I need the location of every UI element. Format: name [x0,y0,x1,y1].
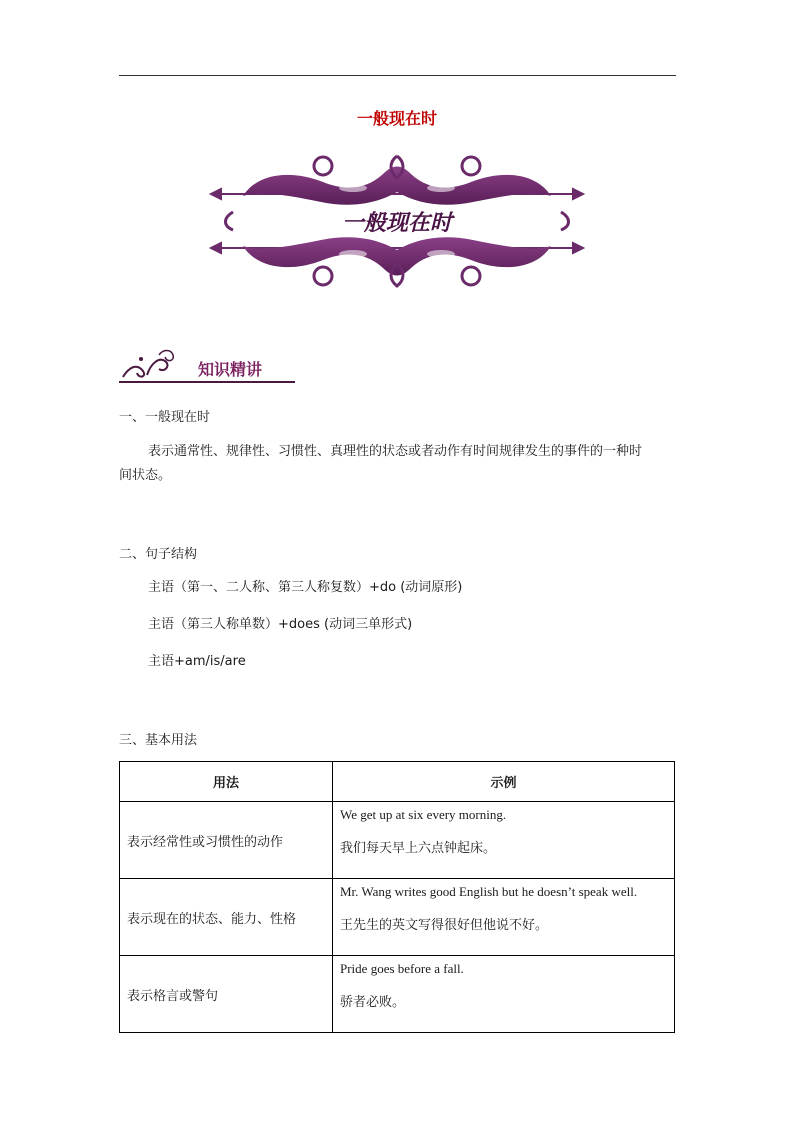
ornament-swirl-icon [119,345,179,381]
example-english: Pride goes before a fall. [340,961,464,976]
usage-cell: 表示格言或警句 [120,956,333,1033]
table-row [120,956,675,1033]
ornament-frame [203,152,591,294]
table-header-row [120,762,675,802]
section-banner [119,345,299,385]
example-chinese: 王先生的英文写得很好但他说不好。 [340,918,549,933]
example-english: Mr. Wang writes good English but he doesn’t speak well. [340,884,638,899]
usage-cell: 表示现在的状态、能力、性格 [120,879,333,956]
heading-basic-usage: 三、基本用法 [119,733,198,748]
header-rule [119,75,676,76]
heading-sentence-structure: 二、句子结构 [119,547,198,562]
structure-line-2: 主语（第三人称单数）+does (动词三单形式) [148,617,413,632]
example-english: We get up at six every morning. [340,807,507,822]
structure-line-1: 主语（第一、二人称、第三人称复数）+do (动词原形) [148,580,463,595]
table-row [120,802,675,879]
example-cell [333,956,675,1033]
column-header-example: 示例 [333,762,675,802]
example-cell [333,802,675,879]
heading-present-tense: 一、一般现在时 [119,410,211,425]
document-title: 一般现在时 [356,109,437,128]
section-banner-label: 知识精讲 [198,360,263,379]
column-header-usage: 用法 [120,762,333,802]
structure-line-3: 主语+am/is/are [148,654,246,669]
section-banner-rule [119,381,295,383]
definition-line-2: 间状态。 [119,468,172,483]
table-row [120,879,675,956]
banner-title: 一般现在时 [341,210,453,236]
usage-table [119,761,675,1033]
example-cell [333,879,675,956]
example-chinese: 我们每天早上六点钟起床。 [340,841,497,856]
example-chinese: 骄者必败。 [340,995,406,1010]
usage-cell: 表示经常性或习惯性的动作 [120,802,333,879]
definition-line-1: 表示通常性、规律性、习惯性、真理性的状态或者动作有时间规律发生的事件的一种时 [148,444,643,459]
